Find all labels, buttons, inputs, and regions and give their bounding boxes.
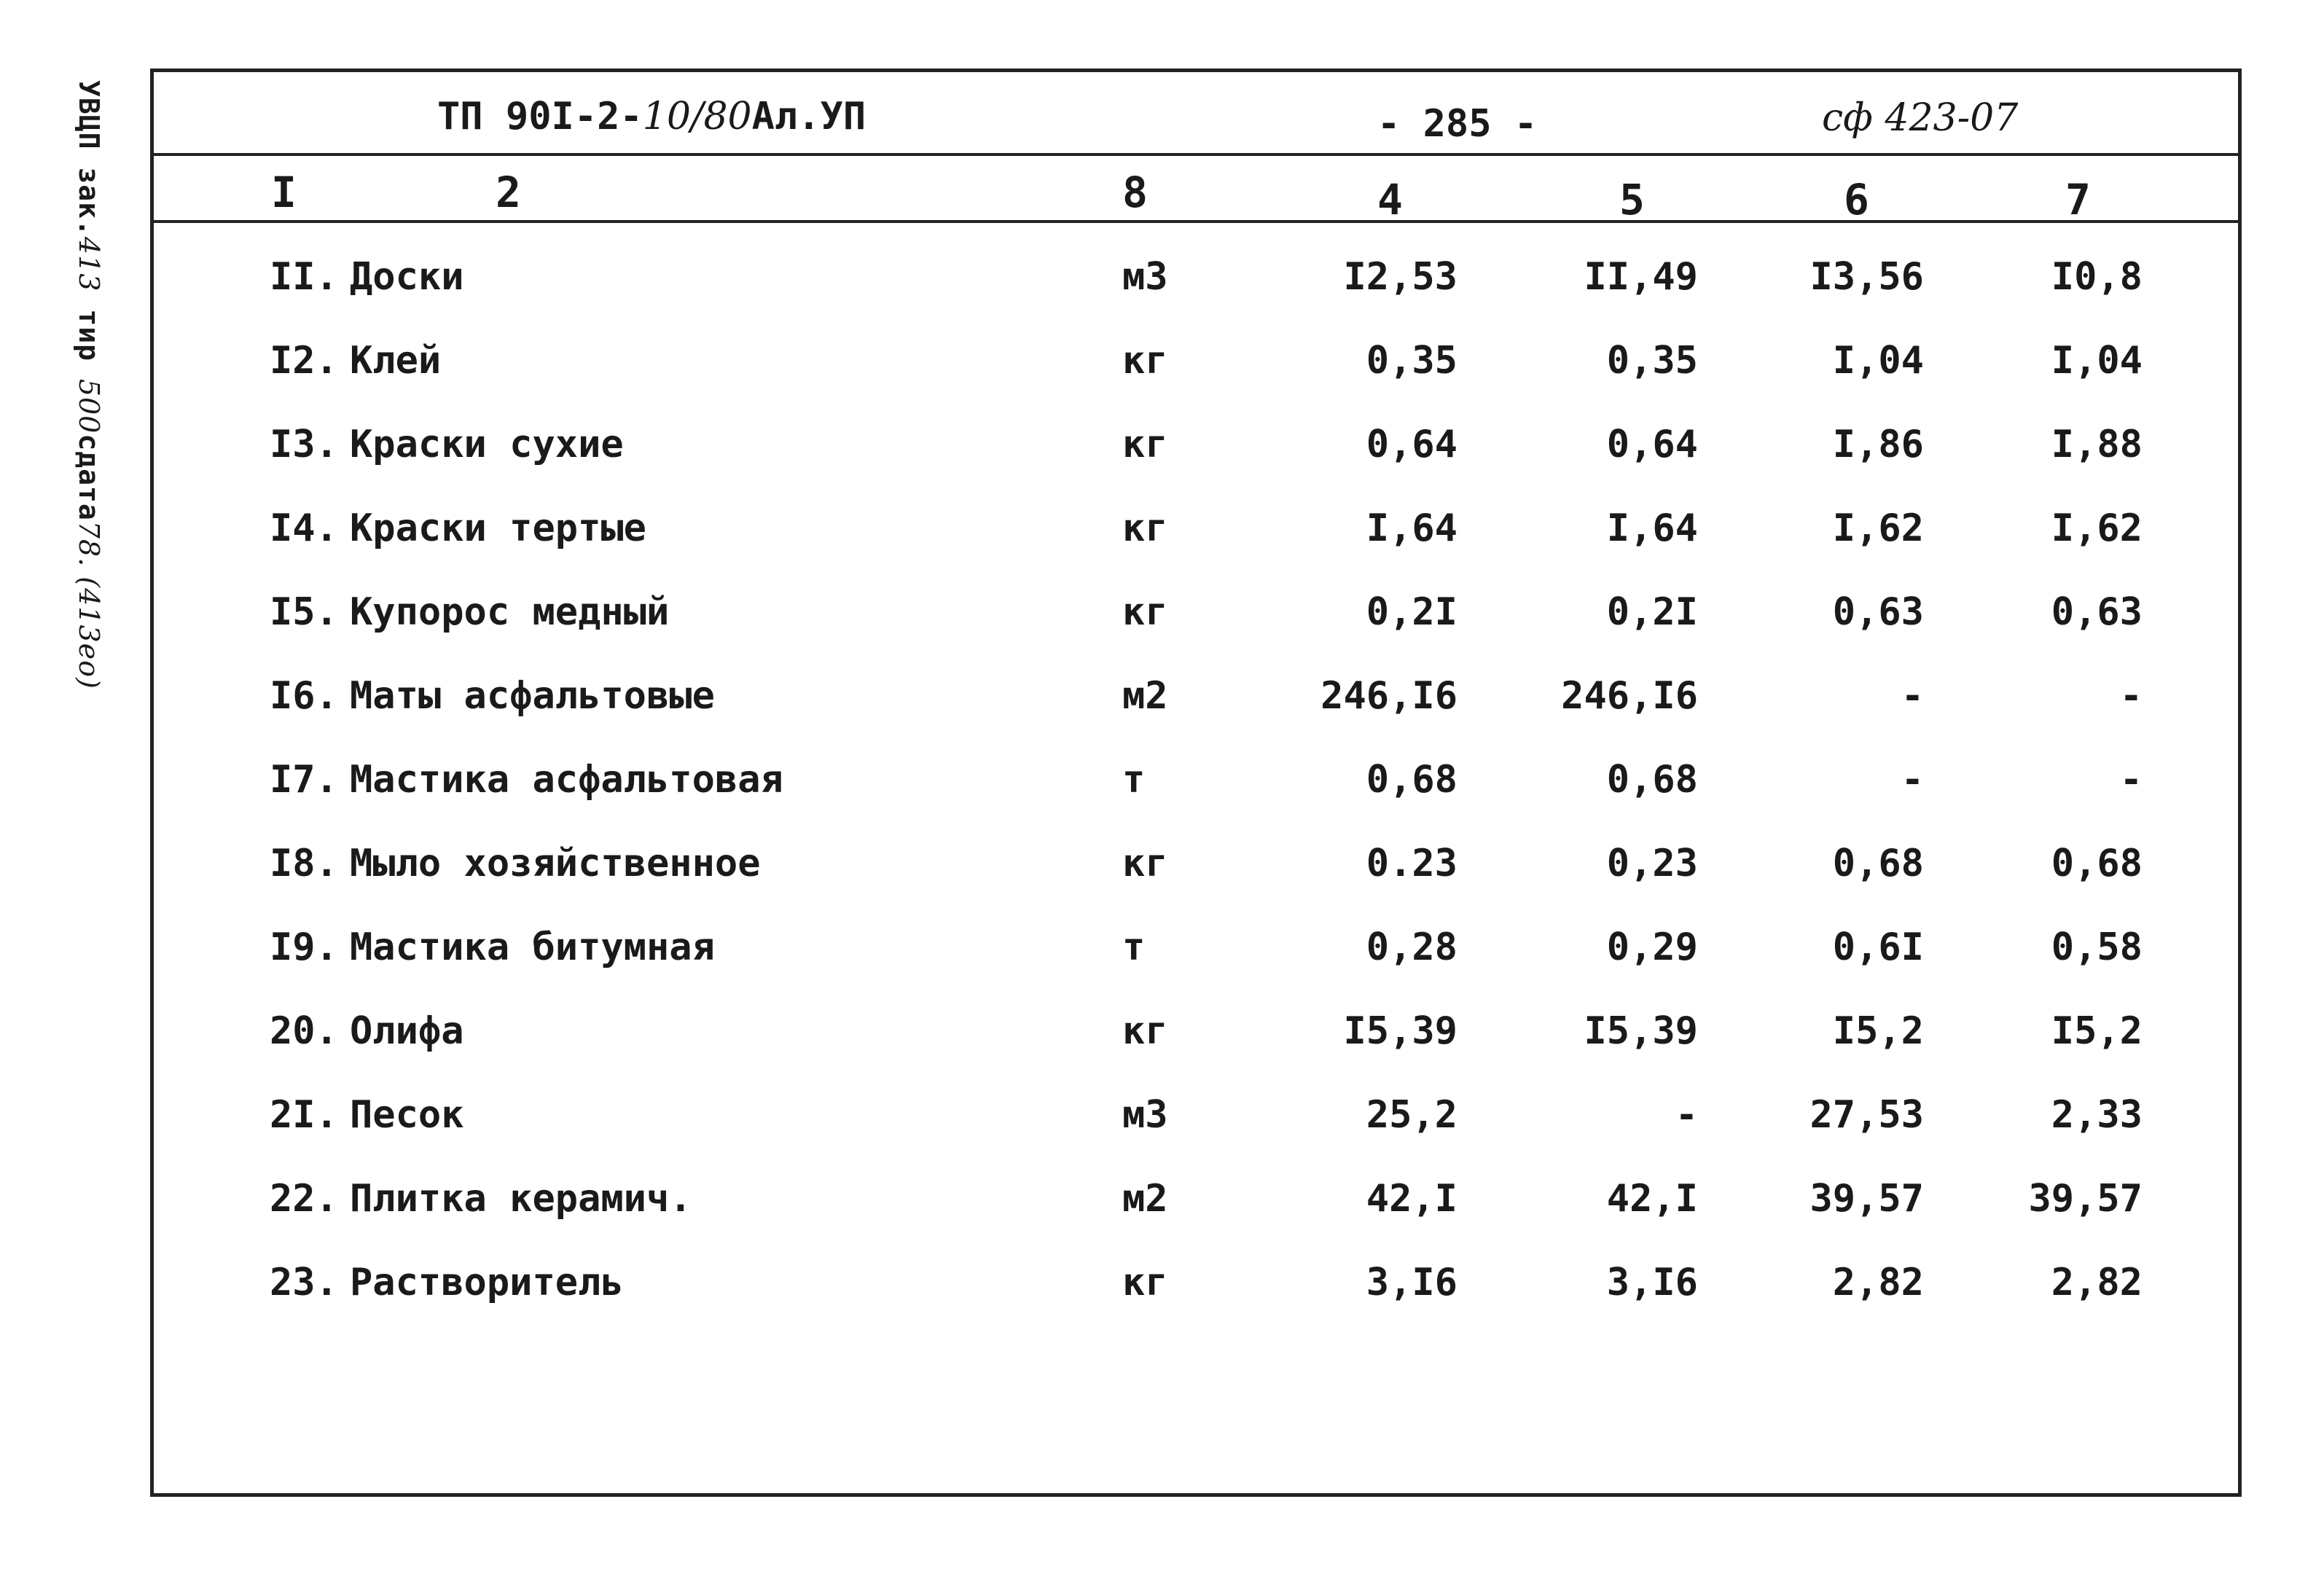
document-code bbox=[437, 95, 866, 138]
row-number: I2. bbox=[270, 339, 338, 383]
material-name: Олифа bbox=[350, 1009, 464, 1053]
row-number: I7. bbox=[270, 758, 338, 802]
header-rule bbox=[150, 153, 2242, 156]
stamp-order: 413 bbox=[73, 236, 105, 292]
code-handwritten: 10/80 bbox=[642, 95, 752, 138]
row-number: I5. bbox=[270, 590, 338, 634]
value-col-5: - bbox=[1675, 1093, 1698, 1137]
unit: кг bbox=[1122, 423, 1168, 466]
value-col-4: 0,64 bbox=[1366, 423, 1458, 466]
value-col-7: - bbox=[2119, 674, 2143, 718]
table-row bbox=[0, 339, 2324, 419]
value-col-7: I0,8 bbox=[2051, 255, 2143, 299]
row-number: I8. bbox=[270, 842, 338, 885]
table-row bbox=[0, 842, 2324, 922]
material-name: Плитка керамич. bbox=[350, 1177, 692, 1221]
value-col-7: I,88 bbox=[2051, 423, 2143, 466]
registry-number bbox=[1822, 96, 2018, 140]
value-col-5: 3,I6 bbox=[1606, 1261, 1698, 1304]
value-col-7: 0,63 bbox=[2051, 590, 2143, 634]
stamp-suffix: сдата bbox=[73, 434, 105, 521]
unit: кг bbox=[1122, 339, 1168, 383]
unit: т bbox=[1122, 925, 1146, 969]
column-header-4: 4 bbox=[1377, 175, 1403, 224]
value-col-4: 25,2 bbox=[1366, 1093, 1458, 1137]
value-col-5: 0,29 bbox=[1606, 925, 1698, 969]
table-row bbox=[0, 674, 2324, 754]
code-prefix: ТП 90I-2- bbox=[437, 95, 643, 138]
value-col-7: I,62 bbox=[2051, 506, 2143, 550]
value-col-5: 0,35 bbox=[1606, 339, 1698, 383]
unit: м3 bbox=[1122, 255, 1168, 299]
value-col-6: I,62 bbox=[1832, 506, 1924, 550]
value-col-6: 39,57 bbox=[1809, 1177, 1924, 1221]
unit: м2 bbox=[1122, 674, 1168, 718]
row-number: 2I. bbox=[270, 1093, 338, 1137]
value-col-7: I5,2 bbox=[2051, 1009, 2143, 1053]
column-header-1: I bbox=[271, 168, 297, 217]
material-name: Маты асфальтовые bbox=[350, 674, 715, 718]
page-number: - 285 - bbox=[1377, 102, 1538, 146]
value-col-5: 246,I6 bbox=[1561, 674, 1698, 718]
material-name: Доски bbox=[350, 255, 464, 299]
row-number: I4. bbox=[270, 506, 338, 550]
row-number: 20. bbox=[270, 1009, 338, 1053]
material-name: Песок bbox=[350, 1093, 464, 1137]
row-number: 23. bbox=[270, 1261, 338, 1304]
column-header-rule bbox=[150, 220, 2242, 223]
value-col-6: 2,82 bbox=[1832, 1261, 1924, 1304]
value-col-6: 27,53 bbox=[1809, 1093, 1924, 1137]
table-row bbox=[0, 255, 2324, 335]
material-name: Мастика битумная bbox=[350, 925, 715, 969]
row-number: I6. bbox=[270, 674, 338, 718]
value-col-4: 3,I6 bbox=[1366, 1261, 1458, 1304]
value-col-5: 0,2I bbox=[1606, 590, 1698, 634]
value-col-7: 0,58 bbox=[2051, 925, 2143, 969]
table-row bbox=[0, 590, 2324, 670]
unit: кг bbox=[1122, 1009, 1168, 1053]
value-col-5: I,64 bbox=[1606, 506, 1698, 550]
value-col-6: 0,63 bbox=[1832, 590, 1924, 634]
value-col-4: 0,68 bbox=[1366, 758, 1458, 802]
value-col-7: 0,68 bbox=[2051, 842, 2143, 885]
unit: м2 bbox=[1122, 1177, 1168, 1221]
value-col-4: 0,28 bbox=[1366, 925, 1458, 969]
registry-handwritten: сф 423-07 bbox=[1822, 96, 2019, 140]
material-name: Мастика асфальтовая bbox=[350, 758, 783, 802]
value-col-6: - bbox=[1901, 674, 1924, 718]
code-suffix: Ал.УП bbox=[751, 95, 866, 138]
value-col-7: 39,57 bbox=[2028, 1177, 2143, 1221]
material-name: Растворитель bbox=[350, 1261, 624, 1304]
value-col-4: I5,39 bbox=[1343, 1009, 1458, 1053]
material-name: Клей bbox=[350, 339, 442, 383]
value-col-4: 42,I bbox=[1366, 1177, 1458, 1221]
value-col-7: 2,82 bbox=[2051, 1261, 2143, 1304]
row-number: I3. bbox=[270, 423, 338, 466]
table-row bbox=[0, 925, 2324, 1006]
row-number: I9. bbox=[270, 925, 338, 969]
unit: кг bbox=[1122, 1261, 1168, 1304]
column-header-7: 7 bbox=[2065, 175, 2091, 224]
value-col-5: 42,I bbox=[1606, 1177, 1698, 1221]
value-col-4: 246,I6 bbox=[1321, 674, 1458, 718]
value-col-5: II,49 bbox=[1584, 255, 1698, 299]
material-name: Краски сухие bbox=[350, 423, 624, 466]
value-col-6: I,86 bbox=[1832, 423, 1924, 466]
stamp-copies: 500 bbox=[73, 378, 105, 434]
value-col-5: 0,64 bbox=[1606, 423, 1698, 466]
value-col-4: 0.23 bbox=[1366, 842, 1458, 885]
value-col-6: I5,2 bbox=[1832, 1009, 1924, 1053]
material-name: Краски тертые bbox=[350, 506, 646, 550]
value-col-6: I3,56 bbox=[1809, 255, 1924, 299]
unit: кг bbox=[1122, 506, 1168, 550]
table-row bbox=[0, 1009, 2324, 1089]
table-row bbox=[0, 1093, 2324, 1173]
material-name: Купорос медный bbox=[350, 590, 670, 634]
stamp-date: 78. (413eo) bbox=[73, 520, 105, 689]
material-name: Мыло хозяйственное bbox=[350, 842, 761, 885]
value-col-5: 0,68 bbox=[1606, 758, 1698, 802]
column-header-3: 8 bbox=[1122, 168, 1148, 217]
value-col-6: 0,6I bbox=[1832, 925, 1924, 969]
table-row bbox=[0, 758, 2324, 838]
row-number: 22. bbox=[270, 1177, 338, 1221]
table-row bbox=[0, 423, 2324, 503]
value-col-7: 2,33 bbox=[2051, 1093, 2143, 1137]
value-col-6: 0,68 bbox=[1832, 842, 1924, 885]
stamp-middle: тир bbox=[73, 291, 105, 379]
value-col-5: 0,23 bbox=[1606, 842, 1698, 885]
column-header-5: 5 bbox=[1619, 175, 1645, 224]
value-col-4: I2,53 bbox=[1343, 255, 1458, 299]
column-header-6: 6 bbox=[1844, 175, 1869, 224]
unit: кг bbox=[1122, 590, 1168, 634]
value-col-4: 0,35 bbox=[1366, 339, 1458, 383]
table-row bbox=[0, 1261, 2324, 1341]
table-row bbox=[0, 506, 2324, 587]
value-col-6: - bbox=[1901, 758, 1924, 802]
stamp-prefix: УВЦП зак. bbox=[73, 80, 105, 237]
unit: м3 bbox=[1122, 1093, 1168, 1137]
value-col-7: - bbox=[2119, 758, 2143, 802]
column-header-2: 2 bbox=[496, 168, 521, 217]
value-col-7: I,04 bbox=[2051, 339, 2143, 383]
value-col-4: I,64 bbox=[1366, 506, 1458, 550]
value-col-4: 0,2I bbox=[1366, 590, 1458, 634]
value-col-5: I5,39 bbox=[1584, 1009, 1698, 1053]
row-number: II. bbox=[270, 255, 338, 299]
unit: кг bbox=[1122, 842, 1168, 885]
value-col-6: I,04 bbox=[1832, 339, 1924, 383]
table-row bbox=[0, 1177, 2324, 1257]
unit: т bbox=[1122, 758, 1146, 802]
